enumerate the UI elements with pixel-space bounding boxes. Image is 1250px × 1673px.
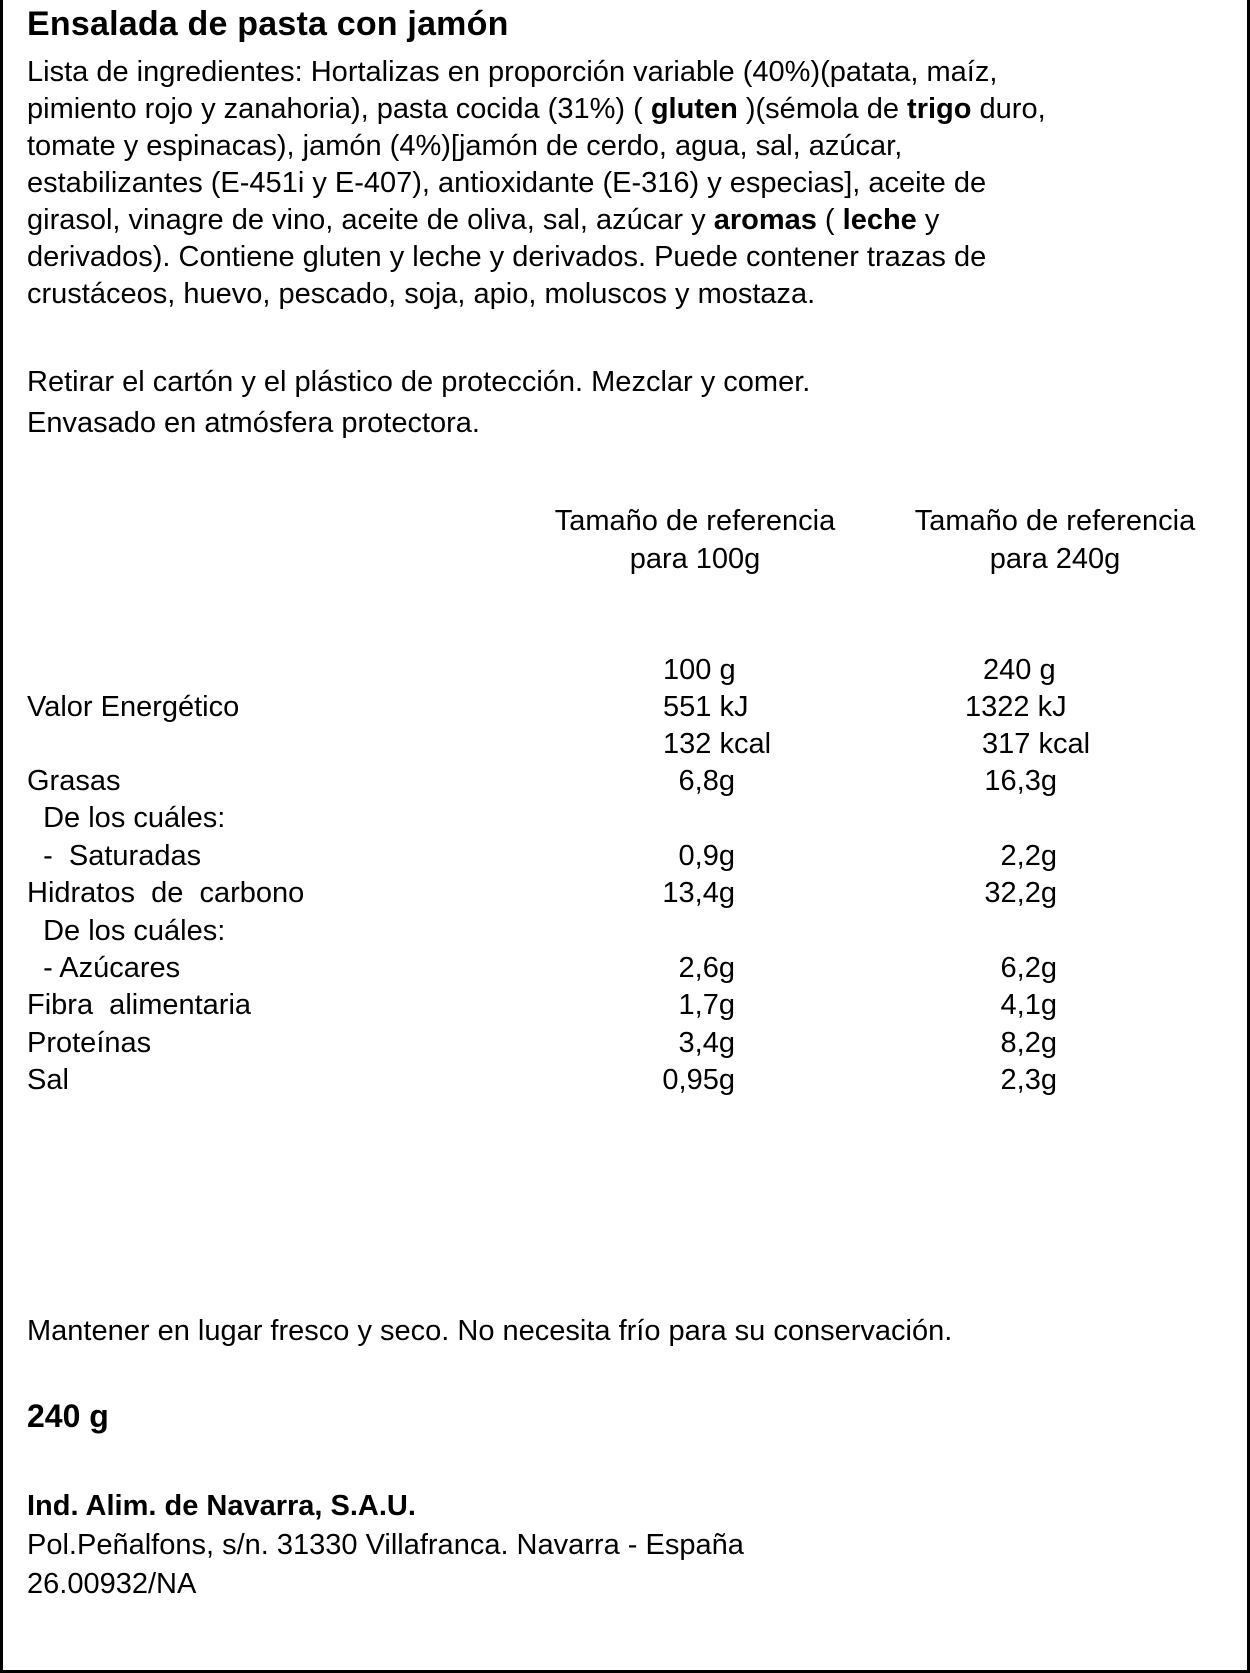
nutrition-value-240g: 32,2g <box>984 877 1057 909</box>
energy-label: Valor Energético <box>27 691 240 723</box>
nutrition-value-240g: 16,3g <box>984 765 1057 797</box>
nutrition-value-100g: 3,4g <box>678 1027 735 1059</box>
column-header-100g: Tamaño de referencia para 100g <box>554 505 836 575</box>
nutrition-value-240g: 4,1g <box>1000 989 1057 1021</box>
nutrition-value-100g: 0,95g <box>662 1064 735 1096</box>
ingredients-line: derivados). Contiene gluten y leche y derivados. Puede contener trazas de <box>27 241 987 273</box>
registry-number: 26.00932/NA <box>27 1568 197 1600</box>
company-name: Ind. Alim. de Navarra, S.A.U. <box>27 1490 416 1522</box>
nutrition-row-label: - Saturadas <box>27 840 202 872</box>
company-address: Pol.Peñalfons, s/n. 31330 Villafranca. Navarra - España <box>27 1529 744 1561</box>
ingredients-line: estabilizantes (E-451i y E-407), antioxidante (E-316) y especias], aceite de <box>27 167 987 199</box>
allergen-trigo: trigo <box>907 93 972 125</box>
nutrition-row-label: Grasas <box>27 765 121 797</box>
ingredients-line: tomate y espinacas), jamón (4%)[jamón de cerdo, agua, sal, azúcar, <box>27 130 903 162</box>
storage-note: Mantener en lugar fresco y seco. No necesita frío para su conservación. <box>27 1315 953 1347</box>
ingredients-line: girasol, vinagre de vino, aceite de oliva, sal, azúcar y aromas ( leche y <box>27 204 940 236</box>
energy-kj-240g: 1322 kJ <box>965 691 1067 723</box>
amount-100g: 100 g <box>663 654 736 686</box>
nutrition-value-100g: 0,9g <box>678 840 735 872</box>
instruction-line: Retirar el cartón y el plástico de protección. Mezclar y comer. <box>27 366 811 398</box>
nutrition-value-100g: 1,7g <box>678 989 735 1021</box>
nutrition-row-label: Hidratos de carbono <box>27 877 305 909</box>
ingredients-line: pimiento rojo y zanahoria), pasta cocida (31%) ( gluten )(sémola de trigo duro, <box>27 93 1046 125</box>
nutrition-row-label: De los cuáles: <box>27 802 226 834</box>
nutrition-value-240g: 2,3g <box>1000 1064 1057 1096</box>
product-title: Ensalada de pasta con jamón <box>27 5 509 43</box>
nutrition-row-label: Fibra alimentaria <box>27 989 252 1021</box>
allergen-gluten: gluten <box>650 93 738 125</box>
nutrition-row-label: De los cuáles: <box>27 915 226 947</box>
nutrition-value-100g: 6,8g <box>678 765 735 797</box>
energy-kj-100g: 551 kJ <box>663 691 749 723</box>
amount-240g: 240 g <box>983 654 1056 686</box>
energy-kcal-240g: 317 kcal <box>982 728 1091 760</box>
allergen-aromas: aromas <box>713 204 817 236</box>
column-header-240g: Tamaño de referencia para 240g <box>914 505 1196 575</box>
ingredients-line: Lista de ingredientes: Hortalizas en proporción variable (40%)(patata, maíz, <box>27 56 998 88</box>
nutrition-row-label: - Azúcares <box>27 952 181 984</box>
nutrition-row-label: Proteínas <box>27 1027 152 1059</box>
nutrition-value-240g: 2,2g <box>1000 840 1057 872</box>
allergen-leche: leche <box>842 204 917 236</box>
net-weight: 240 g <box>27 1398 109 1434</box>
ingredients-list <box>27 54 1227 313</box>
nutrition-value-240g: 6,2g <box>1000 952 1057 984</box>
ingredients-line: crustáceos, huevo, pescado, soja, apio, moluscos y mostaza. <box>27 278 816 310</box>
nutrition-value-240g: 8,2g <box>1000 1027 1057 1059</box>
instructions <box>27 364 1227 442</box>
nutrition-value-100g: 13,4g <box>662 877 735 909</box>
instruction-line: Envasado en atmósfera protectora. <box>27 407 480 439</box>
energy-kcal-100g: 132 kcal <box>663 728 772 760</box>
nutrition-value-100g: 2,6g <box>678 952 735 984</box>
nutrition-row-label: Sal <box>27 1064 69 1096</box>
